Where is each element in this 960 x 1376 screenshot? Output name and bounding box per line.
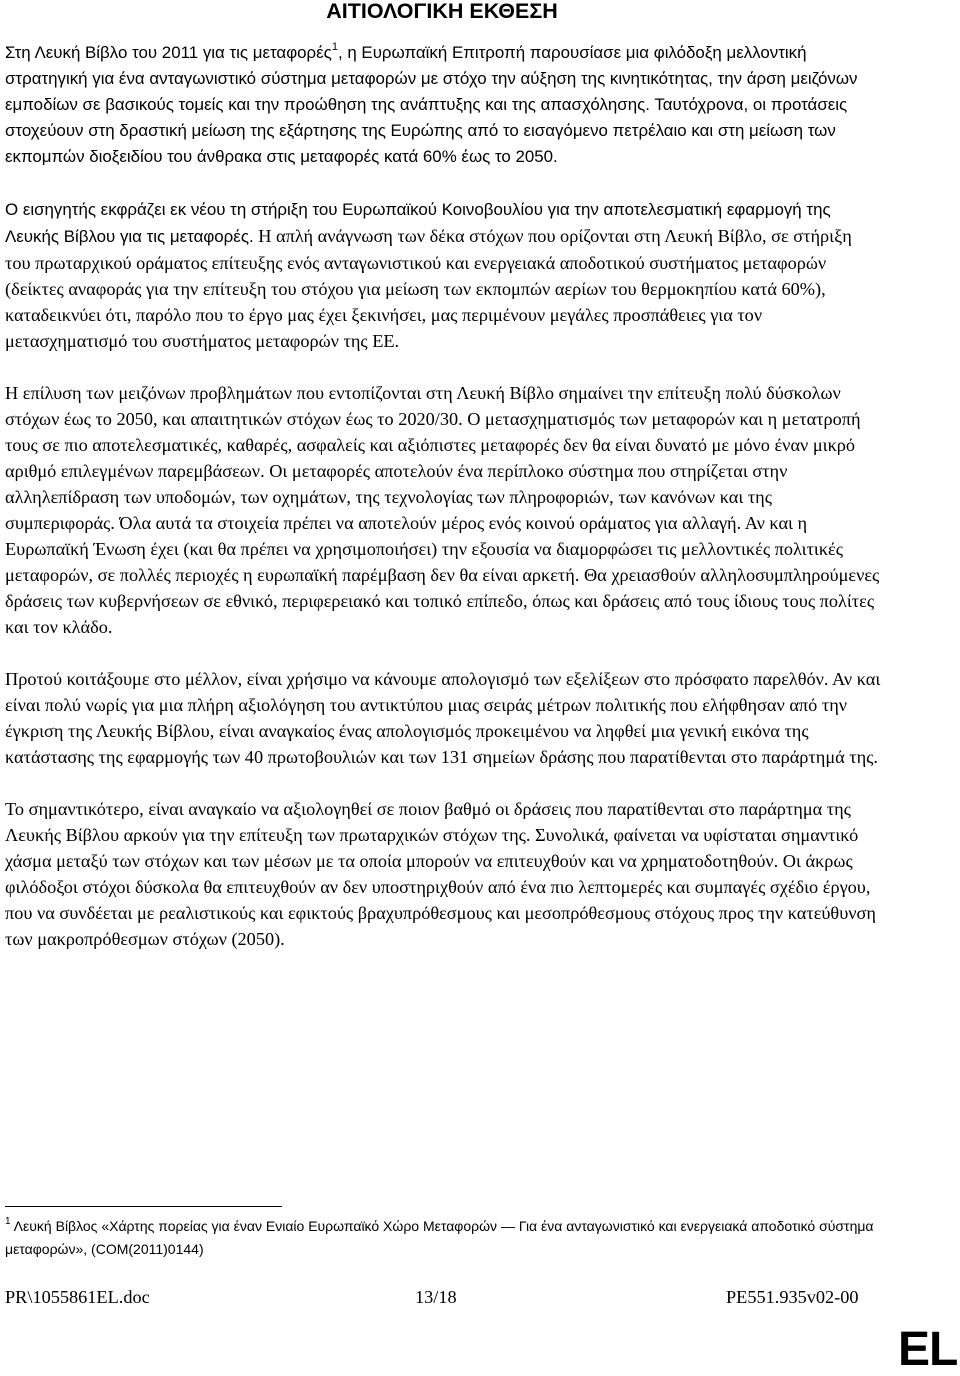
- paragraph-challenges: Η επίλυση των μειζόνων προβλημάτων που εντοπίζονται στη Λευκή Βίβλο σημαίνει την επίτευξη πολύ δύσκολων στόχων έως το 2050, και απαιτητικών στόχων έως το 2020/30. Ο μετασχηματισμός των μεταφορών και η μετατροπή τους σε πιο αποτελεσματικές, καθαρές, ασφαλείς και αξιόπιστες μεταφορές δεν θα είναι δυνατό με μόνο έναν μικρό αριθμό επιλεγμένων παρεμβάσεων. Οι μεταφορές αποτελούν ένα περίπλοκο σύστημα που στηρίζεται στην αλληλεπίδραση των υποδομών, των οχημάτων, της τεχνολογίας των πληροφοριών, των κανόνων και της συμπεριφοράς. Όλα αυτά τα στοιχεία πρέπει να αποτελούν μέρος ενός κοινού οράματος για αλλαγή. Αν και η Ευρωπαϊκή Ένωση έχει (και θα πρέπει να χρησιμοποιήσει) την εξουσία να διαμορφώσει τις μελλοντικές πολιτικές μεταφορών, σε πολλές περιοχές η ευρωπαϊκή παρέμβαση δεν θα είναι αρκετή. Θα χρειασθούν αλληλοσυμπληρούμενες δράσεις των κυβερνήσεων σε εθνικό, περιφερειακό και τοπικό επίπεδο, όπως και δράσεις από τους ίδιους τους πολίτες και τον κλάδο.: [5, 383, 880, 637]
- paragraph-rapporteur-text: Η απλή ανάγνωση των δέκα στόχων που ορίζονται στη Λευκή Βίβλο, σε στήριξη του πρωταρχικού οράματος επίτευξης ενός ανταγωνιστικού και ενεργειακά αποδοτικού συστήματος μεταφορών (δείκτες αναφοράς για την επίτευξη του στόχου για μείωση των εκπομπών αερίων του θερμοκηπίου κατά 60%), καταδεικνύει ότι, παρόλο που το έργο μας έχει ξεκινήσει, μας περιμένουν μεγάλες προσπάθειες για τον μετασχηματισμό του συστήματος μεταφορών της ΕΕ.: [5, 226, 852, 351]
- document-body: [5, 40, 881, 978]
- paragraph-intro-text-continued: , η Ευρωπαϊκή Επιτροπή παρουσίασε μια φιλόδοξη μελλοντική στρατηγική για ένα ανταγωνιστικό σύστημα μεταφορών με στόχο την αύξηση της κινητικότητας, την άρση μειζόνων εμποδίων σε βασικούς τομείς και την προώθηση της ανάπτυξης και της απασχόλησης. Ταυτόχρονα, οι προτάσεις στοχεύουν στη δραστική μείωση της εξάρτησης της Ευρώπης από το εισαγόμενο πετρέλαιο και στη μείωση των εκπομπών διοξειδίου του άνθρακα στις μεταφορές κατά 60% έως το 2050.: [5, 43, 858, 166]
- paragraph-assessment: Το σημαντικότερο, είναι αναγκαίο να αξιολογηθεί σε ποιον βαθμό οι δράσεις που παρατίθενται στο παράρτημα της Λευκής Βίβλου αρκούν για την επίτευξη των πρωταρχικών στόχων της. Συνολικά, φαίνεται να υφίσταται σημαντικό χάσμα μεταξύ των στόχων και των μέσων με τα οποία μπορούν να επιτευχθούν και να χρηματοδοτηθούν. Οι άκρως φιλόδοξοι στόχοι δύσκολα θα επιτευχθούν αν δεν υποστηριχθούν από ένα πιο λεπτομερές και συμπαγές σχέδιο έργου, που να συνδέεται με ρεαλιστικούς και εφικτούς βραχυπρόθεσμους και μεσοπρόθεσμους στόχους προς την κατεύθυνση των μακροπρόθεσμων στόχων (2050).: [5, 799, 876, 949]
- footnote-text: Λευκή Βίβλος «Χάρτης πορείας για έναν Ενιαίο Ευρωπαϊκό Χώρο Μεταφορών — Για ένα ανταγωνιστικό και ενεργειακά αποδοτικό σύστημα μεταφορών», (COM(2011)0144): [5, 1218, 874, 1257]
- paragraph-intro-text: Στη Λευκή Βίβλο του 2011 για τις μεταφορές: [5, 43, 332, 62]
- footnote-marker: 1: [5, 1216, 11, 1228]
- footer-page-number: 13/18: [415, 1287, 457, 1307]
- footer-version: PE551.935v02-00: [726, 1287, 859, 1307]
- paragraph-rapporteur: [5, 196, 881, 354]
- language-badge: EL: [898, 1323, 958, 1376]
- paragraph-stocktaking: Προτού κοιτάξουμε στο μέλλον, είναι χρήσιμο να κάνουμε απολογισμό των εξελίξεων στο πρόσφατο παρελθόν. Αν και είναι πολύ νωρίς για μια πλήρη αξιολόγηση του αντικτύπου μιας σειράς μέτρων πολιτικής που ελήφθησαν από την έγκριση της Λευκής Βίβλου, είναι αναγκαίος ένας απολογισμός προκειμένου να ληφθεί μια γενική εικόνα της κατάστασης της εφαρμογής των 40 πρωτοβουλιών και των 131 σημείων δράσης που παρατίθενται στο παράρτημά της.: [5, 669, 881, 767]
- paragraph-intro: [5, 40, 881, 170]
- footnote-separator: [5, 1206, 282, 1207]
- page-title: ΑΙΤΙΟΛΟΓΙΚΗ ΕΚΘΕΣΗ: [326, 0, 558, 23]
- footer-document-reference: PR\1055861EL.doc: [5, 1287, 150, 1307]
- footnote-reference: 1: [331, 41, 338, 54]
- footnote: [5, 1215, 885, 1261]
- paragraph-rapporteur-lead: Ο εισηγητής εκφράζει εκ νέου τη στήριξη του Ευρωπαϊκού Κοινοβουλίου για την αποτελεσματική εφαρμογή της Λευκής Βίβλου για τις μεταφορές.: [5, 200, 831, 246]
